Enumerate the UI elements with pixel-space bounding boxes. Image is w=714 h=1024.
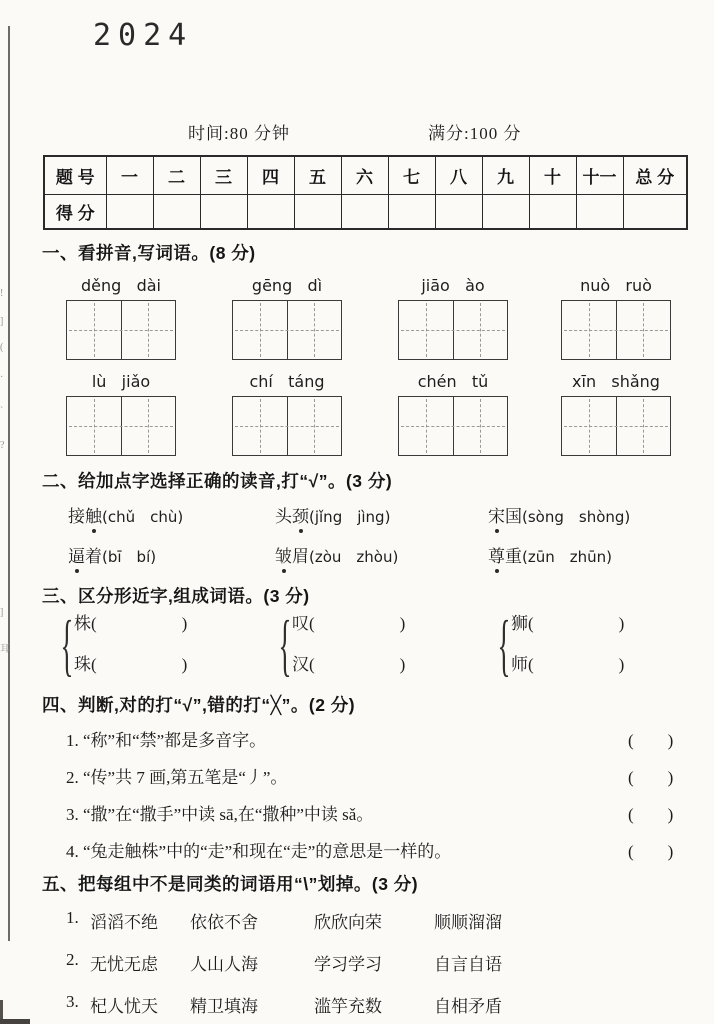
pronunciation-item bbox=[68, 502, 183, 527]
margin-fragment: ] bbox=[0, 316, 4, 327]
score-cell-empty bbox=[294, 195, 341, 230]
writing-grid bbox=[561, 396, 671, 456]
word: 杞人忧天 bbox=[90, 997, 158, 1016]
grid-cell bbox=[399, 397, 453, 455]
grid-cell bbox=[287, 301, 342, 359]
score-cell-empty bbox=[153, 195, 200, 230]
writing-grid bbox=[398, 396, 508, 456]
grid-cell bbox=[121, 397, 176, 455]
pinyin-writing-group bbox=[232, 372, 342, 458]
word: 依依不舍 bbox=[190, 913, 258, 932]
full-score-label: 满分:100 分 bbox=[428, 124, 522, 143]
score-cell-empty bbox=[247, 195, 294, 230]
grid-cell bbox=[562, 397, 616, 455]
word-group-row bbox=[66, 992, 666, 1014]
word: 人山人海 bbox=[190, 955, 258, 974]
item-number: 1. bbox=[66, 908, 79, 927]
dotted-character: 宋 bbox=[488, 502, 505, 527]
answer-blank: ( ) bbox=[628, 805, 674, 824]
margin-fragment: ` bbox=[0, 406, 4, 417]
scan-corner-mark bbox=[0, 1019, 30, 1024]
similar-character-group bbox=[60, 603, 187, 687]
pinyin-label: chén tǔ bbox=[417, 372, 489, 391]
pinyin-writing-group bbox=[398, 276, 508, 362]
brace-glyph: { bbox=[497, 605, 511, 682]
grid-cell bbox=[616, 301, 671, 359]
dotted-character: 尊 bbox=[488, 542, 505, 567]
word: 欣欣向荣 bbox=[314, 913, 382, 932]
word: 自言自语 bbox=[434, 955, 502, 974]
item-number: 3. bbox=[66, 992, 79, 1011]
section-1-title: 一、看拼音,写词语。(8 分) bbox=[42, 243, 256, 263]
pinyin-label: lù jiǎo bbox=[91, 372, 151, 391]
pinyin-writing-group bbox=[398, 372, 508, 458]
writing-grid bbox=[232, 396, 342, 456]
similar-character-group bbox=[278, 603, 405, 687]
answer-blank: ( ) bbox=[628, 842, 674, 861]
margin-fragment: ] bbox=[0, 607, 4, 618]
dotted-character: 逼 bbox=[68, 542, 85, 567]
section-4-title: 四、判断,对的打“√”,错的打“╳”。(2 分) bbox=[42, 695, 356, 715]
section-2-title: 二、给加点字选择正确的读音,打“√”。(3 分) bbox=[42, 471, 393, 491]
column-header: 十一 bbox=[576, 156, 623, 195]
margin-fragment: ? bbox=[0, 440, 5, 451]
grid-cell bbox=[121, 301, 176, 359]
item-number: 2. bbox=[66, 950, 79, 969]
word: 滥竽充数 bbox=[314, 997, 382, 1016]
column-header: 一 bbox=[106, 156, 153, 195]
word: 滔滔不绝 bbox=[90, 913, 158, 932]
score-cell-empty bbox=[576, 195, 623, 230]
pinyin-writing-group bbox=[561, 276, 671, 362]
score-cell-empty bbox=[200, 195, 247, 230]
word: 精卫填海 bbox=[190, 997, 258, 1016]
column-header: 四 bbox=[247, 156, 294, 195]
brace-glyph: { bbox=[60, 605, 74, 682]
margin-fragment: ( bbox=[0, 342, 4, 353]
judgement-item: 3. “撒”在“撒手”中读 sā,在“撒种”中读 sǎ。 bbox=[66, 805, 374, 824]
word-blank: 师( ) bbox=[511, 655, 625, 674]
score-cell-empty bbox=[435, 195, 482, 230]
dotted-character: 触 bbox=[85, 502, 102, 527]
word-blank: 珠( ) bbox=[74, 655, 188, 674]
word-blank: 株( ) bbox=[74, 614, 188, 633]
section-3-title: 三、区分形近字,组成词语。(3 分) bbox=[42, 586, 310, 606]
score-cell-empty bbox=[106, 195, 153, 230]
margin-fragment: ! bbox=[0, 288, 4, 299]
brace-glyph: { bbox=[278, 605, 292, 682]
grid-cell bbox=[233, 397, 287, 455]
margin-fragment: · bbox=[0, 372, 4, 383]
reading-options: (jǐng jìng) bbox=[309, 508, 391, 526]
score-table-header-row bbox=[44, 156, 687, 195]
pinyin-label: gēng dì bbox=[251, 276, 323, 295]
grid-cell bbox=[562, 301, 616, 359]
pronunciation-item bbox=[275, 502, 390, 527]
reading-options: (zòu zhòu) bbox=[309, 548, 399, 566]
reading-options: (sòng shòng) bbox=[522, 508, 631, 526]
binding-edge-line bbox=[8, 26, 10, 941]
section-5-title: 五、把每组中不是同类的词语用“\”划掉。(3 分) bbox=[42, 874, 419, 894]
word-part: 眉 bbox=[292, 547, 309, 566]
column-header: 二 bbox=[153, 156, 200, 195]
dotted-character: 颈 bbox=[292, 502, 309, 527]
word-group-row bbox=[66, 908, 666, 930]
pronunciation-item bbox=[275, 542, 398, 567]
pinyin-label: xīn shǎng bbox=[572, 372, 660, 391]
reading-options: (bī bí) bbox=[102, 548, 157, 566]
question-number-label: 题 号 bbox=[44, 156, 106, 195]
grid-cell bbox=[287, 397, 342, 455]
word-blank: 狮( ) bbox=[511, 614, 625, 633]
grid-cell bbox=[399, 301, 453, 359]
word-part: 国 bbox=[505, 507, 522, 526]
grid-cell bbox=[453, 397, 508, 455]
score-cell-empty bbox=[341, 195, 388, 230]
score-cell-empty bbox=[482, 195, 529, 230]
grid-cell bbox=[67, 397, 121, 455]
dotted-character: 皱 bbox=[275, 542, 292, 567]
score-cell-empty bbox=[623, 195, 687, 230]
writing-grid bbox=[66, 300, 176, 360]
score-cell-empty bbox=[529, 195, 576, 230]
word-part: 重 bbox=[505, 547, 522, 566]
word-group-row bbox=[66, 950, 666, 972]
word: 无忧无虑 bbox=[90, 955, 158, 974]
similar-character-group bbox=[497, 603, 624, 687]
score-table-score-row bbox=[44, 195, 687, 230]
pinyin-writing-group bbox=[66, 276, 176, 362]
score-row-label: 得 分 bbox=[44, 195, 106, 230]
judgement-item: 4. “兔走触株”中的“走”和现在“走”的意思是一样的。 bbox=[66, 842, 452, 861]
margin-fragment: 耳 bbox=[0, 644, 10, 655]
column-header: 三 bbox=[200, 156, 247, 195]
pinyin-label: chí táng bbox=[249, 372, 325, 391]
pinyin-label: jiāo ào bbox=[421, 276, 485, 295]
pinyin-label: děng dài bbox=[81, 276, 161, 295]
grid-cell bbox=[67, 301, 121, 359]
pronunciation-item bbox=[488, 502, 630, 527]
answer-blank: ( ) bbox=[628, 768, 674, 787]
score-table bbox=[43, 155, 688, 230]
time-limit-label: 时间:80 分钟 bbox=[188, 124, 290, 143]
score-cell-empty bbox=[388, 195, 435, 230]
writing-grid bbox=[398, 300, 508, 360]
column-header: 九 bbox=[482, 156, 529, 195]
word-part: 着 bbox=[85, 547, 102, 566]
reading-options: (chǔ chù) bbox=[102, 508, 184, 526]
word-part: 接 bbox=[68, 507, 85, 526]
pinyin-writing-group bbox=[232, 276, 342, 362]
word: 自相矛盾 bbox=[434, 997, 502, 1016]
column-header: 五 bbox=[294, 156, 341, 195]
writing-grid bbox=[561, 300, 671, 360]
column-header: 七 bbox=[388, 156, 435, 195]
writing-grid bbox=[232, 300, 342, 360]
word: 顺顺溜溜 bbox=[434, 913, 502, 932]
column-header: 八 bbox=[435, 156, 482, 195]
pinyin-writing-group bbox=[66, 372, 176, 458]
exam-year: 2024 bbox=[93, 18, 194, 53]
reading-options: (zūn zhūn) bbox=[522, 548, 612, 566]
pinyin-writing-group bbox=[561, 372, 671, 458]
answer-blank: ( ) bbox=[628, 731, 674, 750]
word-blank: 汉( ) bbox=[292, 655, 406, 674]
grid-cell bbox=[233, 301, 287, 359]
column-header: 十 bbox=[529, 156, 576, 195]
word: 学习学习 bbox=[314, 955, 382, 974]
pronunciation-item bbox=[68, 542, 156, 567]
judgement-item: 2. “传”共 7 画,第五笔是“丿”。 bbox=[66, 768, 288, 787]
column-header: 总 分 bbox=[623, 156, 687, 195]
column-header: 六 bbox=[341, 156, 388, 195]
word-part: 头 bbox=[275, 507, 292, 526]
grid-cell bbox=[453, 301, 508, 359]
grid-cell bbox=[616, 397, 671, 455]
pinyin-label: nuò ruò bbox=[580, 276, 652, 295]
word-blank: 叹( ) bbox=[292, 614, 406, 633]
judgement-item: 1. “称”和“禁”都是多音字。 bbox=[66, 731, 267, 750]
writing-grid bbox=[66, 396, 176, 456]
